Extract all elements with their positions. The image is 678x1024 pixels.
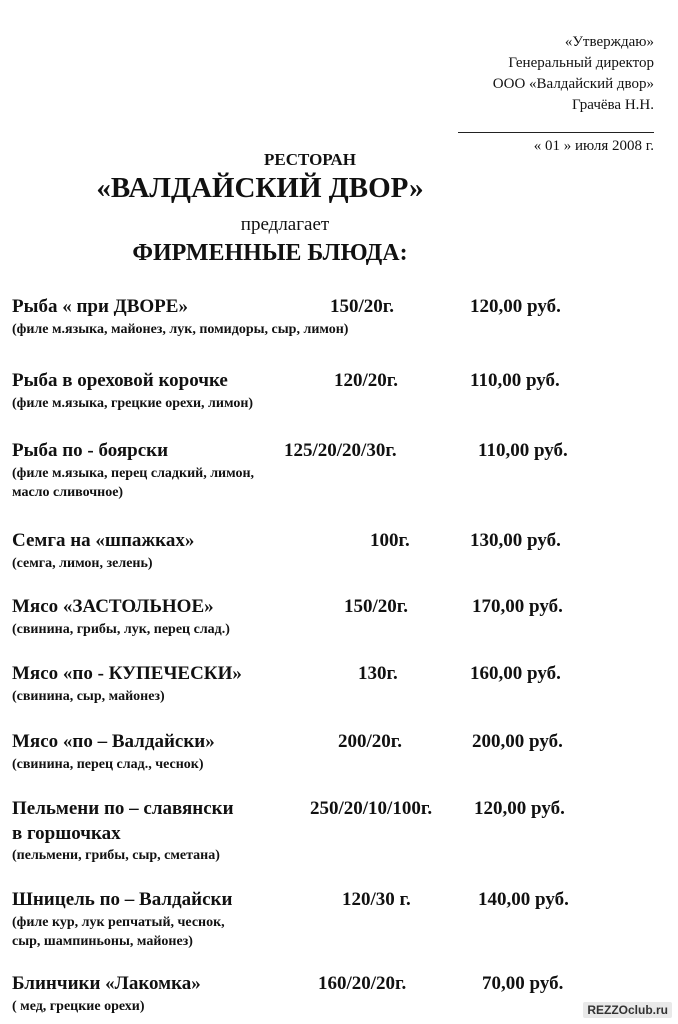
signature-line	[458, 132, 654, 133]
dish-price: 130,00 руб.	[470, 530, 561, 551]
dish-weight: 120/30 г.	[342, 889, 411, 910]
dish-name-continuation: в горшочках	[12, 823, 121, 844]
dish-name: Рыба в ореховой корочке	[12, 370, 228, 391]
dish-name: Шницель по – Валдайски	[12, 889, 233, 910]
dish-ingredients: (свинина, перец слад., чеснок)	[12, 757, 204, 772]
dish-weight: 120/20г.	[334, 370, 399, 391]
approval-block	[492, 32, 654, 154]
dish-ingredients: (свинина, грибы, лук, перец слад.)	[12, 622, 230, 637]
menu-item	[12, 296, 662, 339]
dish-price: 110,00 руб.	[478, 440, 568, 461]
menu-item-row	[12, 440, 662, 464]
dish-price: 170,00 руб.	[472, 596, 563, 617]
dish-price: 140,00 руб.	[478, 889, 569, 910]
watermark: REZZOclub.ru	[583, 1002, 672, 1018]
approval-line: «Утверждаю»	[564, 34, 654, 50]
dish-ingredients: (филе м.языка, грецкие орехи, лимон)	[12, 396, 254, 411]
menu-item-row	[12, 530, 662, 554]
dish-ingredients: (филе м.языка, перец сладкий, лимон, масло сливочное)	[12, 466, 255, 500]
menu-item	[12, 596, 662, 639]
menu-item-row	[12, 370, 662, 394]
dish-name: Пельмени по – славянски	[12, 798, 234, 819]
dish-price: 160,00 руб.	[470, 663, 561, 684]
menu-item	[12, 731, 662, 774]
dish-name: Мясо «ЗАСТОЛЬНОЕ»	[12, 596, 214, 617]
menu-item	[12, 530, 662, 573]
dish-weight: 250/20/10/100г.	[310, 798, 433, 819]
dish-price: 70,00 руб.	[482, 973, 564, 994]
approval-line: ООО «Валдайский двор»	[492, 76, 654, 92]
header-restaurant: РЕСТОРАН	[263, 150, 357, 169]
dish-ingredients: (свинина, сыр, майонез)	[12, 689, 165, 704]
menu-item	[12, 973, 662, 1016]
menu-item	[12, 663, 662, 706]
dish-ingredients: ( мед, грецкие орехи)	[12, 999, 145, 1014]
dish-price: 120,00 руб.	[470, 296, 561, 317]
dish-ingredients: (семга, лимон, зелень)	[12, 556, 153, 571]
menu-item-row	[12, 973, 662, 997]
dish-weight: 150/20г.	[330, 296, 395, 317]
dish-weight: 150/20г.	[344, 596, 409, 617]
menu-item	[12, 798, 662, 865]
dish-name: Семга на «шпажках»	[12, 530, 195, 551]
menu-item-row	[12, 296, 662, 320]
header-offers: предлагает	[240, 214, 330, 235]
dish-weight: 200/20г.	[338, 731, 403, 752]
header-restaurant-name: «ВАЛДАЙСКИЙ ДВОР»	[96, 172, 424, 204]
approval-date: « 01 » июля 2008 г.	[533, 138, 654, 154]
dish-ingredients: (филе кур, лук репчатый, чеснок, сыр, шампиньоны, майонез)	[12, 915, 225, 949]
menu-item	[12, 889, 662, 951]
dish-weight: 160/20/20г.	[318, 973, 407, 994]
menu-item	[12, 370, 662, 413]
menu-title: ФИРМЕННЫЕ БЛЮДА:	[132, 240, 408, 266]
menu-item	[12, 440, 662, 502]
dish-name: Мясо «по - КУПЕЧЕСКИ»	[12, 663, 242, 684]
dish-name: Мясо «по – Валдайски»	[12, 731, 215, 752]
dish-name: Рыба по - боярски	[12, 440, 169, 461]
menu-item-row	[12, 596, 662, 620]
menu-item-row	[12, 889, 662, 913]
dish-name: Рыба « при ДВОРЕ»	[12, 296, 188, 317]
dish-weight: 125/20/20/30г.	[284, 440, 397, 461]
dish-price: 110,00 руб.	[470, 370, 560, 391]
dish-ingredients: (филе м.языка, майонез, лук, помидоры, сыр, лимон)	[12, 322, 349, 337]
approval-line: Грачёва Н.Н.	[572, 97, 654, 113]
dish-weight: 100г.	[370, 530, 410, 551]
menu-item-row	[12, 731, 662, 755]
dish-weight: 130г.	[358, 663, 398, 684]
dish-price: 120,00 руб.	[474, 798, 565, 819]
approval-line: Генеральный директор	[508, 55, 654, 71]
dish-price: 200,00 руб.	[472, 731, 563, 752]
dish-ingredients: (пельмени, грибы, сыр, сметана)	[12, 848, 220, 863]
menu-item-row	[12, 798, 662, 822]
menu-item-row	[12, 663, 662, 687]
dish-name: Блинчики «Лакомка»	[12, 973, 201, 994]
